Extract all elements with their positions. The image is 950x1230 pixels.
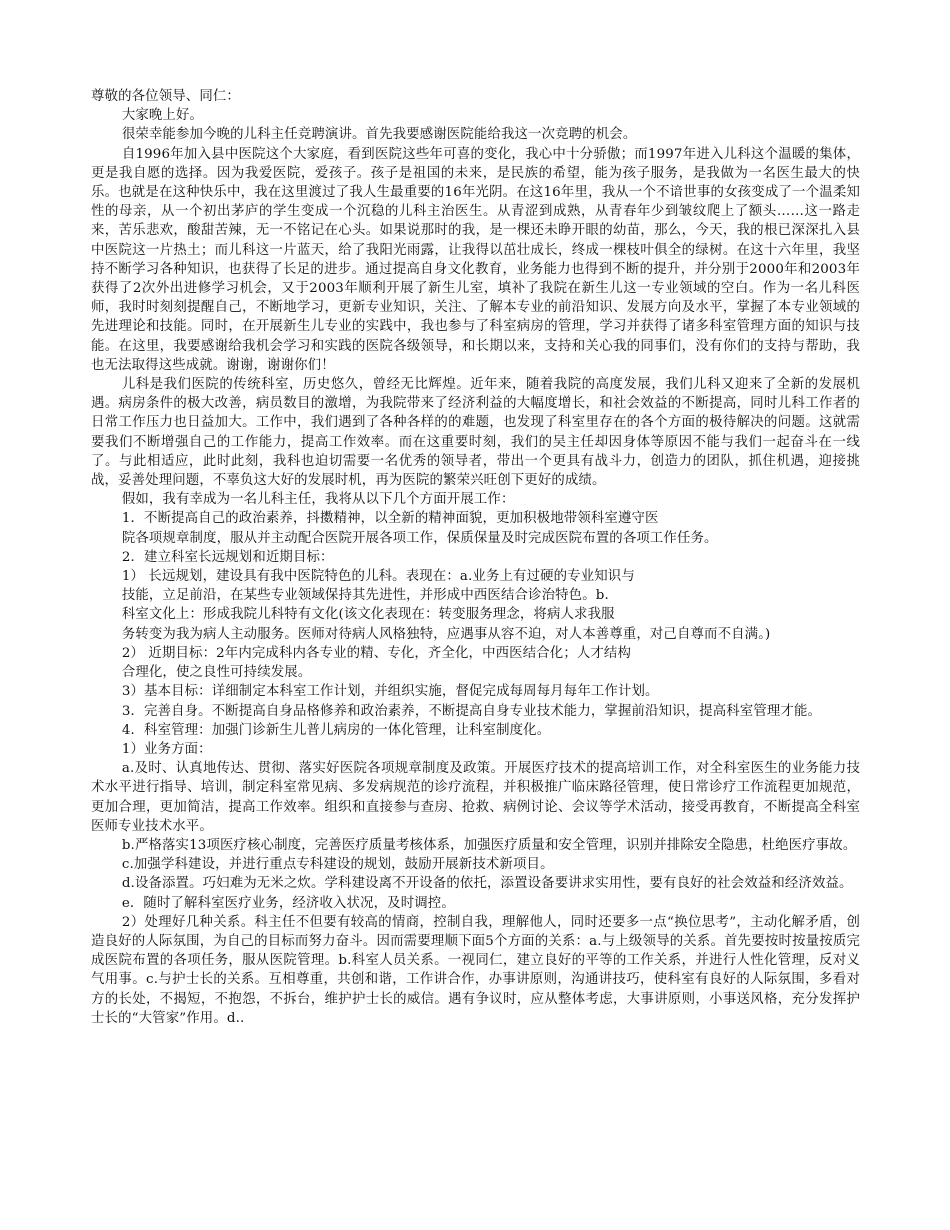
paragraph: 2）处理好几种关系。科主任不但要有较高的情商，控制自我，理解他人，同时还要多一点“换位思考”，主动化解矛盾，创造良好的人际氛围，为自己的目标而努力奋斗。因而需要理顺下面5个方面的关系：a.与上级领导的关系。首先要按时按量按质完成医院布置的各项任务，服从医院管理。b.科室人员关系。一视同仁，建立良好的平等的工作关系，并进行人性化管理，反对义气用事。c.与护士长的关系。互相尊重，共创和谐，工作讲合作，办事讲原则，沟通讲技巧，使科室有良好的人际氛围，多看对方的长处，不揭短，不抱怨，不拆台，维护护士长的威信。遇有争议时，应从整体考虑，大事讲原则，小事送风格，充分发挥护士长的“大管家”作用。d.. [91, 914, 860, 1026]
paragraph: 3．完善自身。不断提高自身品格修养和政治素养，不断提高自身专业技术能力，掌握前沿知识，提高科室管理才能。 [121, 703, 822, 719]
paragraph: 尊敬的各位领导、同仁： [91, 89, 240, 104]
paragraph: 1）业务方面： [121, 741, 212, 757]
paragraph: a.及时、认真地传达、贯彻、落实好医院各项规章制度及政策。开展医疗技术的提高培训工作，对全科室医生的业务能力技术水平进行指导、培训，制定科室常见病、多发病规范的诊疗流程，并积极推广临床路径管理，使日常诊疗工作流程更加规范，更加合理，更加简洁，提高工作效率。组织和直接参与查房、抢救、病例讨论、会议等学术活动，接受再教育，不断提高全科室医师专业技术水平。 [91, 761, 860, 834]
paragraph: 很荣幸能参加今晚的儿科主任竞聘演讲。首先我要感谢医院能给我这一次竞聘的机会。 [121, 127, 637, 143]
paragraph: 假如，我有幸成为一名儿科主任，我将从以下几个方面开展工作： [121, 492, 515, 508]
paragraph: 务转变为我为病人主动服务。医师对待病人风格独特，应遇事从容不迫，对人本善尊重，对己自尊而不自满。) [121, 626, 771, 642]
paragraph: 3）基本目标：详细制定本科室工作计划，并组织实施，督促完成每周每月每年工作计划。 [121, 684, 659, 700]
paragraph: 院各项规章制度，服从并主动配合医院开展各项工作，保质保量及时完成医院布置的各项工作任务。 [121, 530, 718, 546]
paragraph: 自1996年加入县中医院这个大家庭，看到医院这些年可喜的变化，我心中十分骄傲；而1997年进入儿科这个温暖的集体，更是我自愿的选择。因为我爱医院，爱孩子。孩子是祖国的未来，是民族的希望，能为孩子服务，是我做为一名医生最大的快乐。也就是在这种快乐中，我在这里渡过了我人生最重要的16年光阴。在这16年里，我从一个不谙世事的女孩变成了一个温柔知性的母亲，从一个初出茅庐的学生变成一个沉稳的儿科主治医生。从青涩到成熟，从青春年少到皱纹爬上了额头……这一路走来，苦乐悲欢，酸甜苦辣，无一不铭记在心头。如果说那时的我，是一棵还未睁开眼的幼苗，那么，今天，我的根已深深扎入县中医院这一片热土；而儿科这一片蓝天，给了我阳光雨露，让我得以茁壮成长，终成一棵枝叶俱全的绿树。在这十六年里，我坚持不断学习各种知识，也获得了长足的进步。通过提高自身文化教育，业务能力也得到不断的提升，并分别于2000年和2003年获得了2次外出进修学习机会，又于2003年顺利开展了新生儿室，填补了我院在新生儿这一专业领域的空白。作为一名儿科医师，我时时刻刻提醒自己，不断地学习，更新专业知识，关注、了解本专业的前沿知识、发展方向及水平，掌握了本专业领域的先进理论和技能。同时，在开展新生儿专业的实践中，我也参与了科室病房的管理，学习并获得了诸多科室管理方面的知识与技能。在这里，我要感谢给我机会学习和实践的医院各级领导，和长期以来，支持和关心我的同事们，没有你们的支持与帮助，我也无法取得这些成就。谢谢，谢谢你们！ [91, 146, 860, 373]
paragraph: 科室文化上：形成我院儿科特有文化(该文化表现在：转变服务理念，将病人求我服 [121, 607, 615, 623]
paragraph: 技能，立足前沿，在某些专业领域保持其先进性，并形成中西医结合诊治特色。b. [121, 588, 609, 604]
paragraph: 2．建立科室长远规划和近期目标： [121, 549, 334, 565]
paragraph: d.设备添置。巧妇难为无米之炊。学科建设离不开设备的依托，添置设备要讲求实用性，要有良好的社会效益和经济效益。 [121, 876, 853, 892]
paragraph: 1．不断提高自己的政治素养，抖擞精神，以全新的精神面貌，更加积极地带领科室遵守医 [121, 511, 659, 527]
paragraph: 儿科是我们医院的传统科室，历史悠久，曾经无比辉煌。近年来，随着我院的高度发展，我们儿科又迎来了全新的发展机遇。病房条件的极大改善，病员数目的激增，为我院带来了经济利益的大幅度增长，和社会效益的不断提高，同时儿科工作者的日常工作压力也日益加大。工作中，我们遇到了各种各样的的难题，也发现了科室里存在的各个方面的极待解决的问题。这就需要我们不断增强自己的工作能力，提高工作效率。而在这重要时刻，我们的吴主任却因身体等原因不能与我们一起奋斗在一线了。与此相适应，此时此刻，我科也迫切需要一名优秀的领导者，带出一个更具有战斗力，创造力的团队，抓住机遇，迎接挑战，妥善处理问题，不辜负这大好的发展时机，再为医院的繁荣兴旺创下更好的成绩。 [91, 377, 860, 489]
paragraph: 2） 近期目标：2年内完成科内各专业的精、专化，齐全化，中西医结合化；人才结构 [121, 645, 632, 661]
paragraph: c.加强学科建设，并进行重点专科建设的规划，鼓励开展新技术新项目。 [121, 857, 554, 873]
paragraph: 4．科室管理：加强门诊新生儿普儿病房的一体化管理，让科室制度化。 [121, 722, 551, 738]
paragraph: b.严格落实13项医疗核心制度，完善医疗质量考核体系，加强医疗质量和安全管理，识别并排除安全隐患，杜绝医疗事故。 [121, 837, 857, 853]
paragraph: 1） 长远规划，建设具有我中医院特色的儿科。表现在：a.业务上有过硬的专业知识与 [121, 569, 635, 585]
paragraph: 合理化，使之良性可持续发展。 [121, 665, 312, 681]
paragraph: 大家晚上好。 [121, 108, 204, 124]
paragraph: e．随时了解科室医疗业务，经济收入状况，及时调控。 [121, 895, 455, 911]
document-body [91, 87, 860, 1028]
